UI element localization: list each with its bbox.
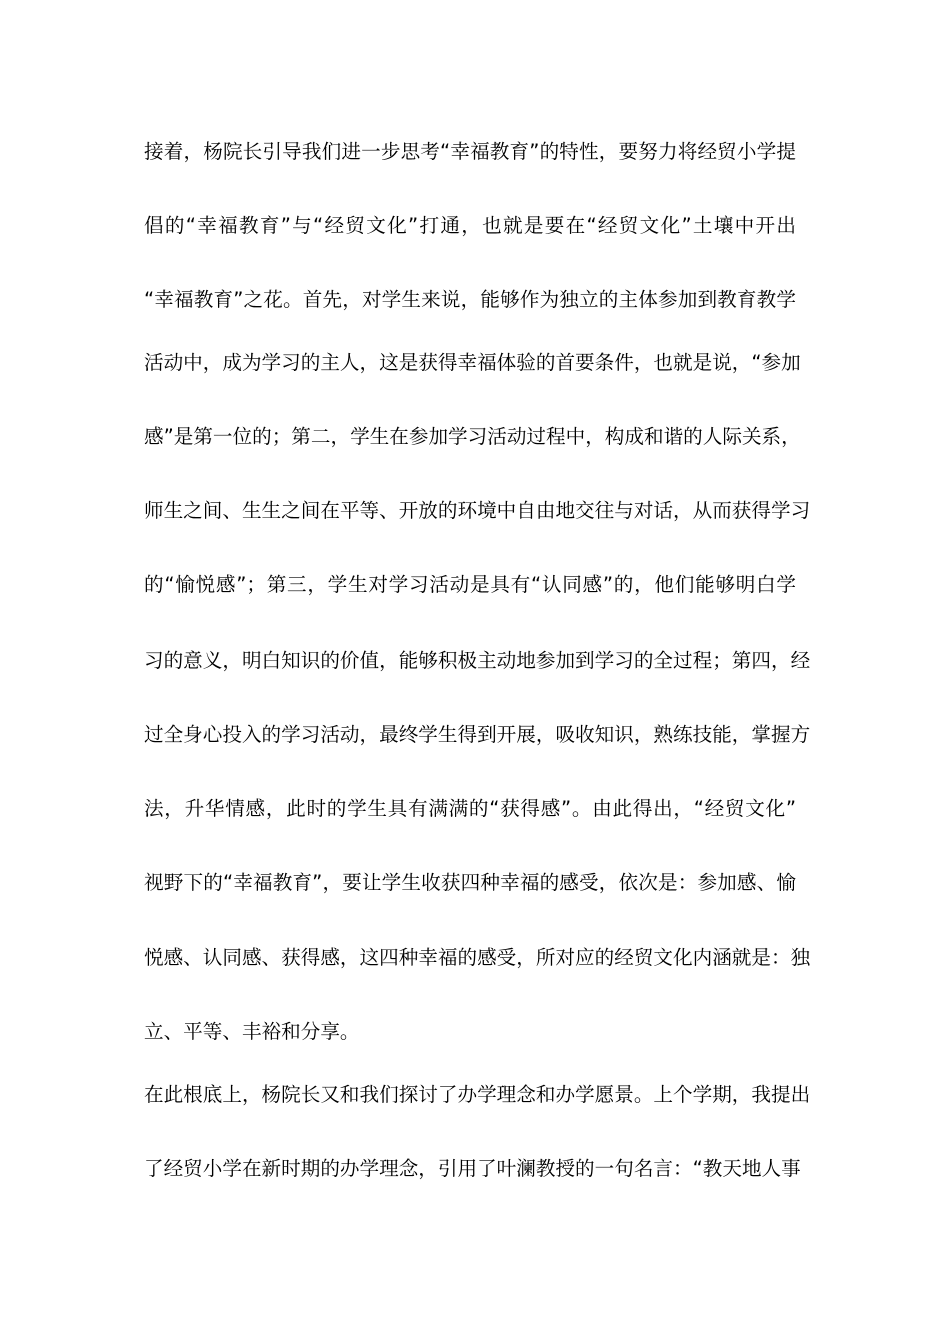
text-line: 感”是第一位的；第二，学生在参加学习活动过程中，构成和谐的人际关系， xyxy=(144,425,801,448)
text-line: 了经贸小学在新时期的办学理念，引用了叶澜教授的一句名言：“教天地人事 xyxy=(144,1157,801,1180)
text-line: 活动中，成为学习的主人，这是获得幸福体验的首要条件，也就是说，“参加 xyxy=(144,351,801,374)
text-line: 法，升华情感，此时的学生具有满满的“获得感”。由此得出，“经贸文化” xyxy=(144,797,796,820)
text-line: 立、平等、丰裕和分享。 xyxy=(144,1020,360,1043)
text-line: 悦感、认同感、获得感，这四种幸福的感受，所对应的经贸文化内涵就是：独 xyxy=(144,946,811,969)
text-line: 视野下的“幸福教育”，要让学生收获四种幸福的感受，依次是：参加感、愉 xyxy=(144,871,796,894)
text-line: 倡的“幸福教育”与“经贸文化”打通，也就是要在“经贸文化”土壤中开出 xyxy=(144,214,796,237)
text-line: 师生之间、生生之间在平等、开放的环境中自由地交往与对话，从而获得学习 xyxy=(144,499,811,522)
text-line: 过全身心投入的学习活动，最终学生得到开展，吸收知识，熟练技能，掌握方 xyxy=(144,723,811,746)
text-line: 的“愉悦感”；第三，学生对学习活动是具有“认同感”的，他们能够明白学 xyxy=(144,573,796,596)
text-line: “幸福教育”之花。首先，对学生来说，能够作为独立的主体参加到教育教学 xyxy=(144,288,796,311)
text-line: 习的意义，明白知识的价值，能够积极主动地参加到学习的全过程；第四，经 xyxy=(144,649,811,672)
text-line: 在此根底上，杨院长又和我们探讨了办学理念和办学愿景。上个学期，我提出 xyxy=(144,1083,811,1106)
text-line: 接着，杨院长引导我们进一步思考“幸福教育”的特性，要努力将经贸小学提 xyxy=(144,140,796,163)
